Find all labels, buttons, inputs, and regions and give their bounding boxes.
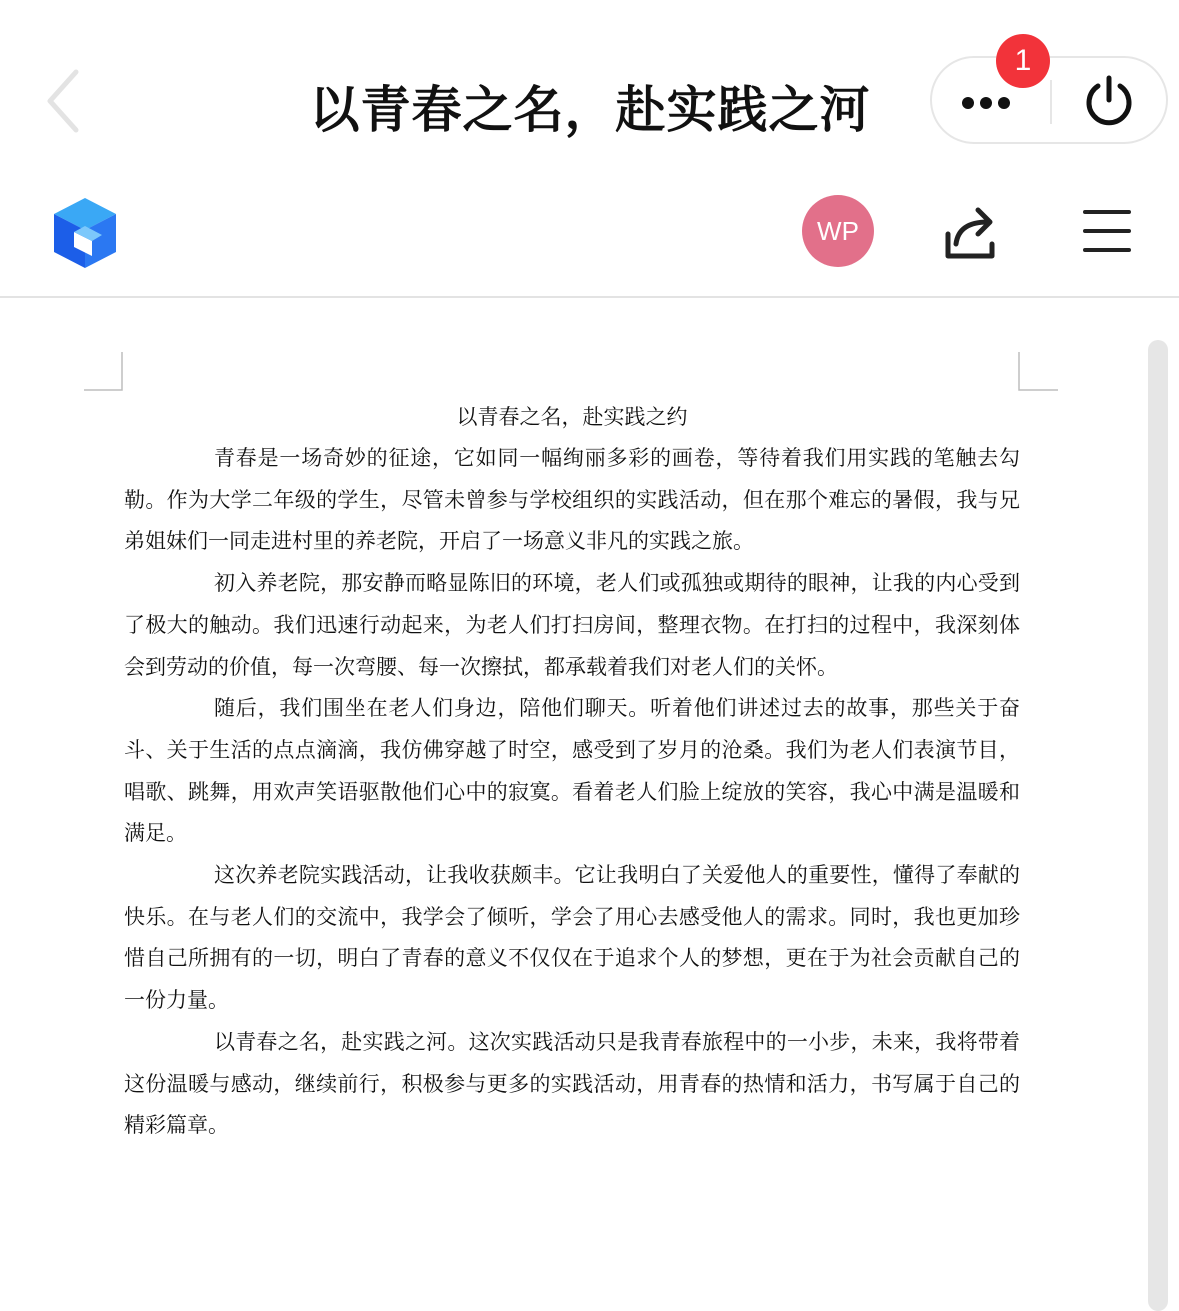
document-body bbox=[124, 438, 1020, 1147]
page-title: 以青春之名，赴实践之河 bbox=[309, 81, 871, 139]
back-arrow-icon[interactable] bbox=[40, 66, 86, 136]
power-icon bbox=[1082, 74, 1136, 128]
paragraph: 这次养老院实践活动，让我收获颇丰。它让我明白了关爱他人的重要性，懂得了奉献的快乐。在与老人们的交流中，我学会了倾听，学会了用心去感受他人的需求。同时，我也更加珍惜自己所拥有的一切，明白了青春的意义不仅仅在于追求个人的梦想，更在于为社会贡献自己的一份力量。 bbox=[124, 863, 1020, 1013]
user-avatar[interactable]: WP bbox=[802, 195, 874, 267]
paragraph: 青春是一场奇妙的征途，它如同一幅绚丽多彩的画卷，等待着我们用实践的笔触去勾勒。作为大学二年级的学生，尽管未曾参与学校组织的实践活动，但在那个难忘的暑假，我与兄弟姐妹们一同走进村里的养老院，开启了一场意义非凡的实践之旅。 bbox=[124, 446, 1020, 554]
paragraph: 以青春之名，赴实践之河。这次实践活动只是我青春旅程中的一小步，未来，我将带着这份温暖与感动，继续前行，积极参与更多的实践活动，用青春的热情和活力，书写属于自己的精彩篇章。 bbox=[124, 1029, 1020, 1138]
share-icon[interactable] bbox=[940, 204, 1000, 266]
hamburger-menu-icon[interactable] bbox=[1082, 208, 1132, 258]
mini-program-header bbox=[0, 0, 1179, 190]
page-corner-top-left bbox=[84, 352, 126, 394]
more-dots-icon bbox=[962, 94, 1016, 113]
paragraph: 初入养老院，那安静而略显陈旧的环境，老人们或孤独或期待的眼神，让我的内心受到了极大的触动。我们迅速行动起来，为老人们打扫房间，整理衣物。在打扫的过程中，我深刻体会到劳动的价值，每一次弯腰、每一次擦拭，都承载着我们对老人们的关怀。 bbox=[124, 571, 1020, 679]
document-title: 以青春之名，赴实践之约 bbox=[456, 405, 688, 429]
paragraph: 随后，我们围坐在老人们身边，陪他们聊天。听着他们讲述过去的故事，那些关于奋斗、关于生活的点点滴滴，我仿佛穿越了时空，感受到了岁月的沧桑。我们为老人们表演节目，唱歌、跳舞，用欢声笑语驱散他们心中的寂寞。看着老人们脸上绽放的笑容，我心中满是温暖和满足。 bbox=[124, 696, 1020, 846]
capsule-menu bbox=[930, 56, 1168, 144]
document-toolbar bbox=[0, 190, 1179, 298]
page-corner-top-right bbox=[1016, 352, 1058, 394]
notification-badge: 1 bbox=[996, 34, 1050, 88]
app-logo-icon[interactable] bbox=[52, 196, 118, 274]
scrollbar[interactable] bbox=[1148, 340, 1168, 1311]
close-mini-program-button[interactable] bbox=[1052, 58, 1166, 142]
